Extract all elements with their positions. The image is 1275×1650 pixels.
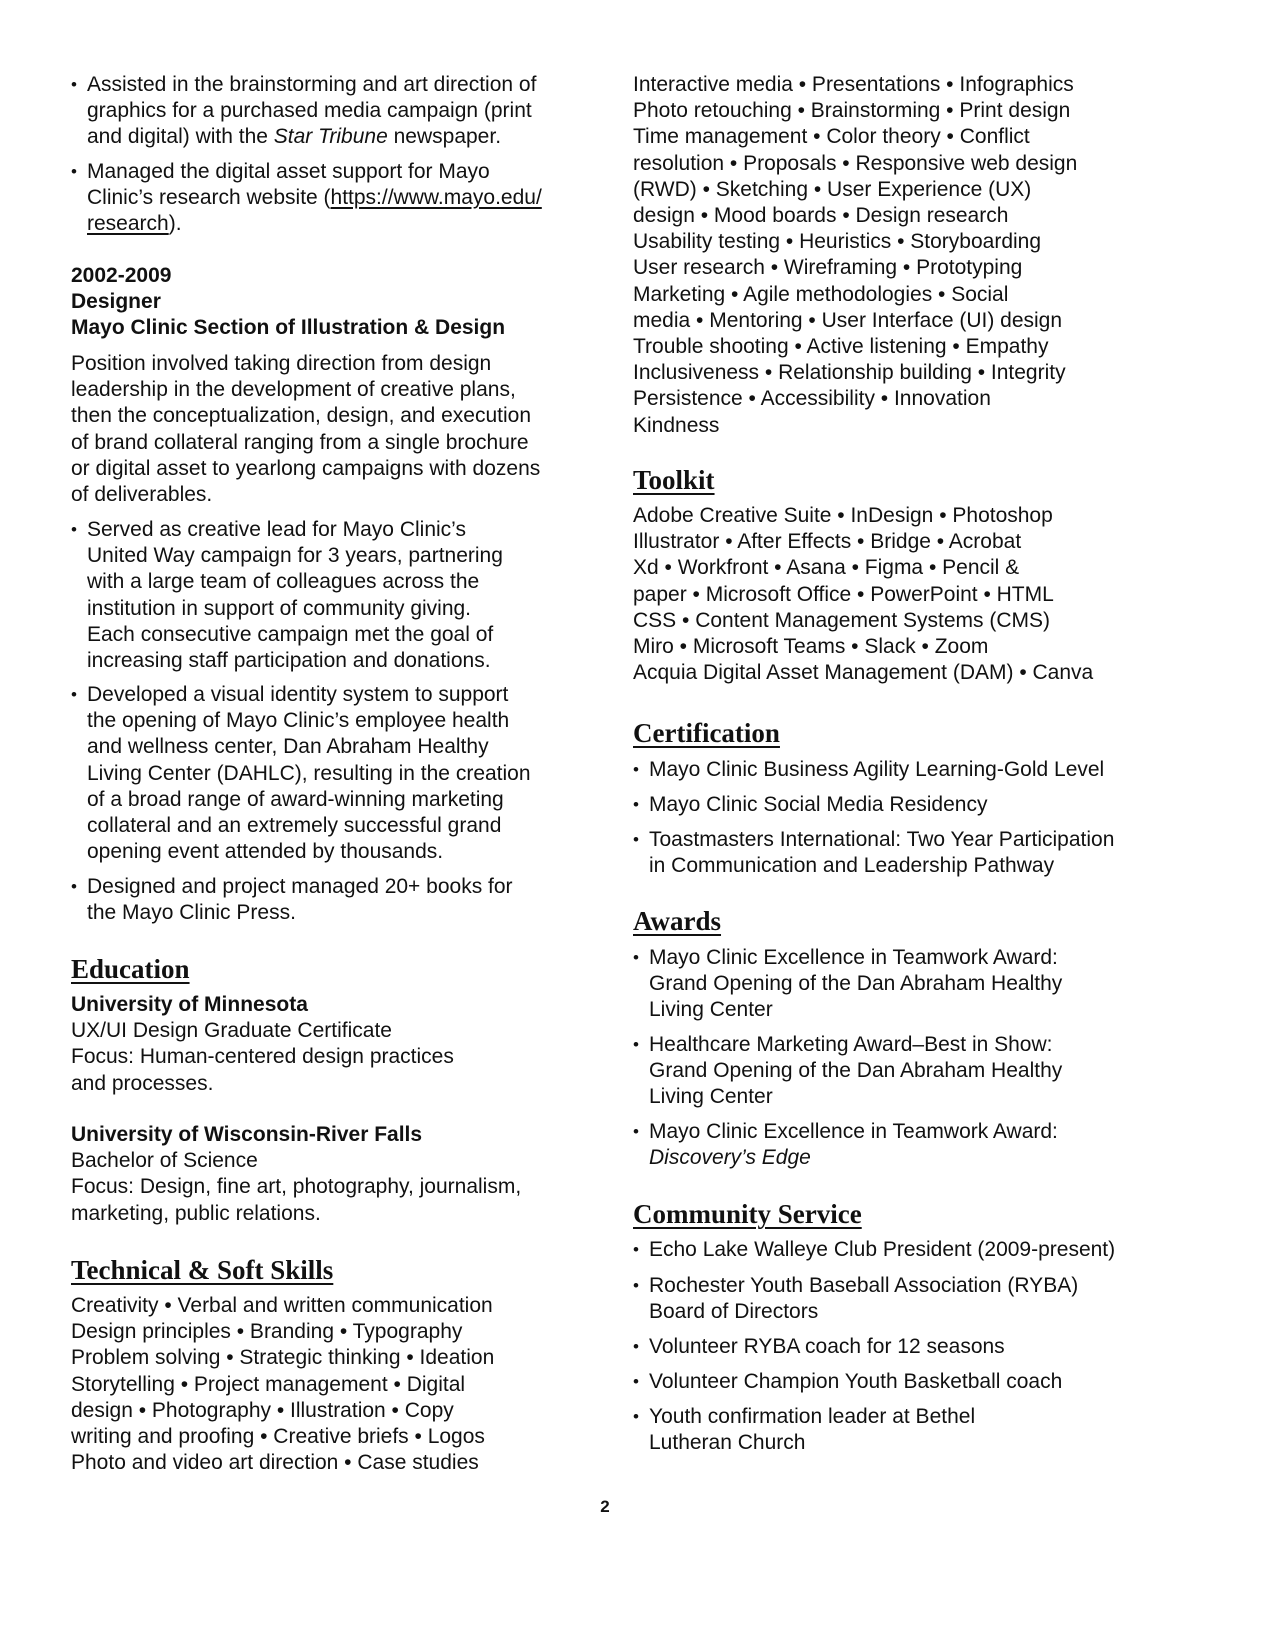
text-line: writing and proofing • Creative briefs • Logos	[71, 1425, 485, 1449]
text-segment: ).	[168, 212, 182, 236]
text-line: Photo retouching • Brainstorming • Print design	[633, 99, 1071, 123]
community-item	[633, 1273, 1189, 1325]
text-line: • Served as creative lead for Mayo Clinic’s	[87, 518, 466, 541]
text-line: increasing staff participation and donations.	[87, 649, 491, 673]
text-line: graphics for a purchased media campaign (print	[87, 99, 532, 123]
text-line: leadership in the development of creative plans,	[71, 378, 516, 402]
text-line: Lutheran Church	[649, 1431, 806, 1455]
award-item	[633, 1119, 1189, 1171]
certification-item	[633, 757, 1189, 783]
text-line: Grand Opening of the Dan Abraham Healthy	[649, 1059, 1063, 1083]
text-line: Interactive media • Presentations • Infographics	[633, 73, 1074, 96]
text-line: • Healthcare Marketing Award–Best in Show:	[649, 1033, 1053, 1056]
skills-list-continued	[633, 72, 1173, 439]
text-line: Grand Opening of the Dan Abraham Healthy	[649, 972, 1063, 996]
text-line: • Echo Lake Walleye Club President (2009-present)	[649, 1238, 1116, 1261]
text-line: design • Mood boards • Design research	[633, 204, 1009, 228]
text-line: the Mayo Clinic Press.	[87, 901, 296, 925]
italic-text: Discovery’s Edge	[649, 1146, 811, 1170]
job-bullet	[71, 682, 627, 865]
text-line: and processes.	[71, 1071, 214, 1095]
text-line: • Rochester Youth Baseball Association (RYBA)	[649, 1274, 1079, 1297]
text-line: of brand collateral ranging from a single brochure	[71, 430, 529, 454]
text-line: paper • Microsoft Office • PowerPoint • HTML	[633, 582, 1054, 606]
award-item	[633, 1032, 1189, 1111]
text-line: Inclusiveness • Relationship building • Integrity	[633, 361, 1066, 385]
education-entry	[71, 1122, 611, 1227]
community-item	[633, 1334, 1189, 1360]
text-line: Miro • Microsoft Teams • Slack • Zoom	[633, 635, 989, 659]
text-line: Board of Directors	[649, 1300, 819, 1324]
text-line: Focus: Human-centered design practices	[71, 1045, 454, 1069]
text-line: CSS • Content Management Systems (CMS)	[633, 608, 1050, 632]
text-line: opening event attended by thousands.	[87, 840, 444, 864]
community-item	[633, 1237, 1189, 1263]
text-line: Storytelling • Project management • Digital	[71, 1372, 466, 1396]
text-line: Trouble shooting • Active listening • Empathy	[633, 335, 1049, 359]
skills-heading: Technical & Soft Skills	[71, 1255, 334, 1285]
education-entry	[71, 992, 611, 1097]
job-header	[71, 263, 611, 342]
community-item	[633, 1404, 1189, 1456]
text-line: • Mayo Clinic Excellence in Teamwork Award:	[649, 1120, 1058, 1143]
text-segment: newspaper.	[387, 125, 502, 149]
text-line: Each consecutive campaign met the goal of	[87, 622, 494, 646]
italic-text: Star Tribune	[273, 125, 388, 149]
text-line: collateral and an extremely successful grand	[87, 814, 502, 838]
education-details	[71, 1018, 611, 1097]
community-heading: Community Service	[633, 1199, 862, 1229]
text-line: Xd • Workfront • Asana • Figma • Pencil &	[633, 556, 1020, 580]
text-line: • Assisted in the brainstorming and art direction of	[87, 73, 537, 96]
text-line: then the conceptualization, design, and execution	[71, 404, 532, 428]
toolkit-heading: Toolkit	[633, 465, 715, 495]
text-line: Acquia Digital Asset Management (DAM) • Canva	[633, 661, 1094, 685]
text-line: • Volunteer Champion Youth Basketball coach	[649, 1370, 1063, 1393]
job-bullet	[71, 874, 627, 926]
text-line: of a broad range of award-winning marketing	[87, 787, 504, 811]
text-line: • Mayo Clinic Social Media Residency	[649, 793, 988, 816]
text-line: Living Center	[649, 998, 773, 1022]
certification-heading: Certification	[633, 718, 780, 748]
text-line: Adobe Creative Suite • InDesign • Photoshop	[633, 504, 1053, 527]
text-line: Time management • Color theory • Conflict	[633, 125, 1030, 149]
text-line: • Mayo Clinic Business Agility Learning-Gold Level	[649, 758, 1105, 781]
toolkit-list	[633, 503, 1173, 686]
text-line: • Managed the digital asset support for Mayo	[87, 160, 490, 183]
text-line: • Youth confirmation leader at Bethel	[649, 1405, 976, 1428]
text-line: • Volunteer RYBA coach for 12 seasons	[649, 1335, 1005, 1358]
school-name: University of Minnesota	[71, 993, 308, 1016]
school-name: University of Wisconsin-River Falls	[71, 1123, 423, 1146]
text-line: marketing, public relations.	[71, 1201, 321, 1225]
website-link[interactable]: https://www.mayo.edu/	[330, 186, 542, 210]
text-line: • Mayo Clinic Excellence in Teamwork Award:	[649, 946, 1058, 969]
job-summary	[71, 351, 611, 508]
text-line: design • Photography • Illustration • Copy	[71, 1398, 454, 1422]
community-item	[633, 1369, 1189, 1395]
text-line: UX/UI Design Graduate Certificate	[71, 1019, 392, 1043]
text-line: and wellness center, Dan Abraham Healthy	[87, 735, 489, 759]
text-line: Position involved taking direction from design	[71, 352, 492, 375]
text-line: Kindness	[633, 413, 720, 437]
text-line: User research • Wireframing • Prototyping	[633, 256, 1023, 280]
job-bullet	[71, 517, 627, 674]
text-line	[649, 1145, 1189, 1171]
text-line: Persistence • Accessibility • Innovation	[633, 387, 991, 411]
text-line: in Communication and Leadership Pathway	[649, 854, 1055, 878]
page-number: 2	[600, 1497, 610, 1516]
education-details	[71, 1148, 611, 1227]
job-title: Designer	[71, 290, 161, 314]
text-line: media • Mentoring • User Interface (UI) design	[633, 308, 1063, 332]
text-segment: Clinic’s research website (	[87, 186, 331, 210]
awards-heading: Awards	[633, 906, 722, 936]
text-line: Bachelor of Science	[71, 1149, 258, 1173]
text-line: of deliverables.	[71, 483, 213, 507]
text-line: (RWD) • Sketching • User Experience (UX)	[633, 177, 1032, 201]
text-line: United Way campaign for 3 years, partnering	[87, 544, 503, 568]
text-line: • Toastmasters International: Two Year Participation	[649, 828, 1115, 851]
text-line: Usability testing • Heuristics • Storyboarding	[633, 230, 1042, 254]
text-line: institution in support of community giving.	[87, 596, 472, 620]
text-line: Illustrator • After Effects • Bridge • Acrobat	[633, 530, 1022, 554]
certification-item	[633, 792, 1189, 818]
job-organization: Mayo Clinic Section of Illustration & Design	[71, 316, 506, 340]
text-line	[87, 185, 627, 211]
award-item	[633, 945, 1189, 1024]
job-years: 2002-2009	[71, 264, 172, 287]
text-line: Problem solving • Strategic thinking • Ideation	[71, 1346, 495, 1370]
text-line: Marketing • Agile methodologies • Social	[633, 282, 1009, 306]
text-line: resolution • Proposals • Responsive web design	[633, 151, 1078, 175]
text-line: Living Center (DAHLC), resulting in the creation	[87, 761, 531, 785]
text-line: Creativity • Verbal and written communication	[71, 1294, 493, 1317]
text-line: with a large team of colleagues across the	[87, 570, 480, 594]
text-line: or digital asset to yearlong campaigns with dozens	[71, 456, 541, 480]
text-segment: and digital) with the	[87, 125, 274, 149]
certification-item	[633, 827, 1189, 879]
education-heading: Education	[71, 954, 190, 984]
text-line: Focus: Design, fine art, photography, journalism,	[71, 1175, 522, 1199]
text-line: Living Center	[649, 1085, 773, 1109]
text-line: Design principles • Branding • Typography	[71, 1320, 463, 1344]
text-line: • Designed and project managed 20+ books for	[87, 875, 513, 898]
text-line: • Developed a visual identity system to support	[87, 683, 509, 706]
text-line	[87, 211, 627, 237]
experience-bullet	[71, 72, 627, 151]
text-line: Photo and video art direction • Case studies	[71, 1451, 479, 1475]
text-line	[87, 124, 627, 150]
website-link[interactable]: research	[87, 212, 169, 236]
experience-bullet	[71, 159, 627, 238]
text-line: the opening of Mayo Clinic’s employee health	[87, 709, 510, 733]
skills-list	[71, 1293, 611, 1476]
